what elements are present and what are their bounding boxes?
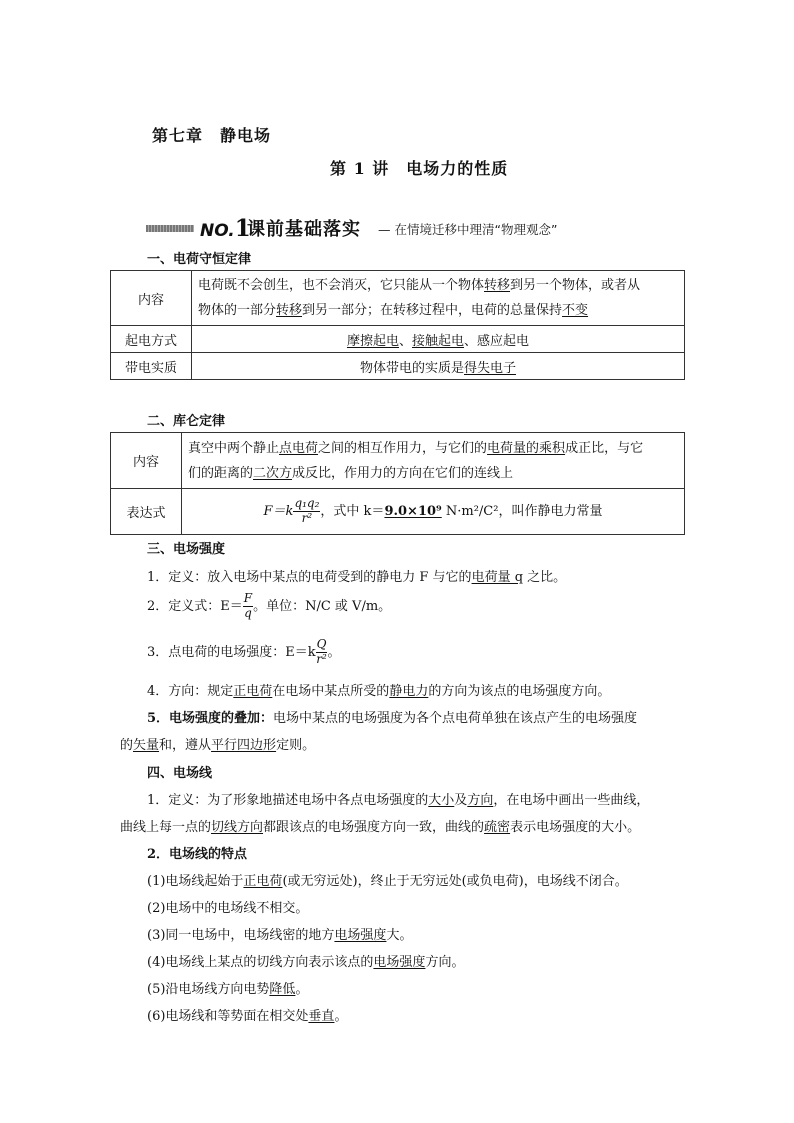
row-content: 物体带电的实质是得失电子	[192, 353, 685, 380]
lecture-title: 第 1 讲 电场力的性质	[330, 159, 509, 178]
section-banner	[146, 214, 706, 240]
field-line-definition: 1．定义：为了形象地描述电场中各点电场强度的大小及方向，在电场中画出一些曲线，	[147, 793, 650, 808]
field-line-features: 2．电场线的特点	[147, 847, 248, 862]
banner-title: 课前基础落实	[247, 219, 361, 240]
feature-6: (6)电场线和等势面在相交处垂直。	[147, 1009, 348, 1024]
row-label: 内容	[111, 271, 192, 326]
field-superposition: 5．电场强度的叠加：电场中某点的电场强度为各个点电荷单独在该点产生的电场强度	[147, 711, 638, 726]
field-definition: 1．定义：放入电场中某点的电荷受到的静电力 F 与它的电荷量 q 之比。	[147, 570, 567, 585]
row-label: 带电实质	[111, 353, 192, 380]
field-direction: 4．方向：规定正电荷在电场中某点所受的静电力的方向为该点的电场强度方向。	[147, 684, 611, 699]
banner-bar	[146, 225, 194, 232]
chapter-title: 第七章 静电场	[152, 126, 272, 145]
coulomb-law-table	[110, 432, 685, 535]
feature-1: (1)电场线起始于正电荷(或无穷远处)，终止于无穷远处(或负电荷)，电场线不闭合。	[147, 874, 628, 889]
section-3-title: 三、电场强度	[147, 542, 226, 557]
feature-3: (3)同一电场中，电场线密的地方电场强度大。	[147, 928, 413, 943]
section-4-title: 四、电场线	[147, 766, 213, 781]
coulomb-formula: F＝k $\frac{\text{q₁q₂}}{\text{r²}}$ ，式中 k＝9.0×10⁹ N·m²/C²，叫作静电力常量	[182, 489, 685, 535]
feature-2: (2)电场中的电场线不相交。	[147, 901, 309, 916]
feature-5: (5)沿电场线方向电势降低。	[147, 982, 309, 997]
point-charge-field: 3．点电荷的电场强度：E＝k $\frac{Q}{\text{r²}}$ 。	[147, 637, 341, 666]
field-formula: 2．定义式：E＝ $\frac{F}{q}$ 。单位：N/C 或 V/m。	[147, 591, 392, 620]
row-content: 摩擦起电、接触起电、感应起电	[192, 326, 685, 353]
banner-subtitle: — 在情境迁移中理清“物理观念”	[378, 222, 558, 237]
row-label: 起电方式	[111, 326, 192, 353]
field-superposition-cont: 的矢量和，遵从平行四边形定则。	[120, 738, 316, 753]
row-label: 表达式	[111, 489, 182, 535]
banner-no: NO.1	[200, 215, 251, 242]
row-content: 电荷既不会创生，也不会消灭，它只能从一个物体转移到另一个物体，或者从 物体的一部分转移到另一部分；在转移过程中，电荷的总量保持不变	[192, 271, 685, 326]
feature-4: (4)电场线上某点的切线方向表示该点的电场强度方向。	[147, 955, 465, 970]
charge-conservation-table	[110, 270, 685, 380]
row-label: 内容	[111, 433, 182, 489]
field-line-definition-cont: 曲线上每一点的切线方向都跟该点的电场强度方向一致，曲线的疏密表示电场强度的大小。	[120, 820, 641, 835]
row-content: 真空中两个静止点电荷之间的相互作用力，与它们的电荷量的乘积成正比，与它 们的距离的二次方成反比，作用力的方向在它们的连线上	[182, 433, 685, 489]
section-1-title: 一、电荷守恒定律	[147, 252, 252, 267]
section-2-title: 二、库仑定律	[147, 414, 226, 429]
